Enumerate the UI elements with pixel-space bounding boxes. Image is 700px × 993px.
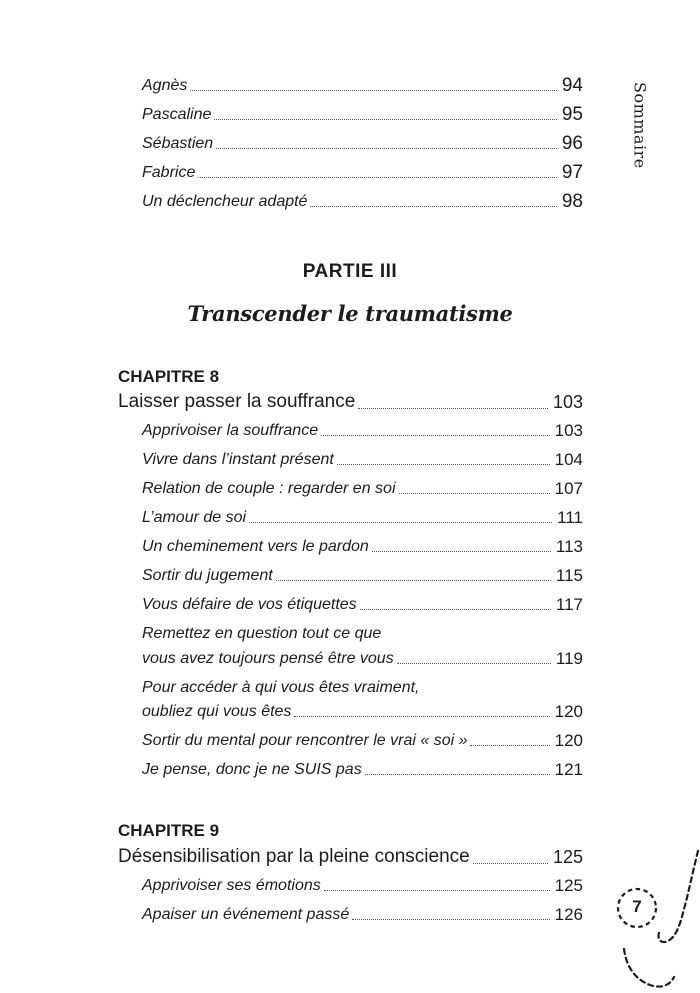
toc-entry-page: 98 (561, 191, 583, 212)
toc-entry-title: Agnès (142, 77, 188, 94)
toc-entry-title: Relation de couple : regarder en soi (142, 480, 396, 497)
dot-leader (216, 148, 557, 149)
toc-entry-page: 125 (554, 876, 583, 895)
toc-entry[interactable] (142, 76, 583, 96)
toc-entry-page: 115 (555, 566, 583, 585)
toc-entry-page: 120 (554, 702, 583, 721)
toc-entry-title: L’amour de soi (142, 509, 247, 526)
dot-leader (365, 774, 550, 775)
toc-entry-title: Un déclencheur adapté (142, 193, 308, 210)
toc-entry-title: Un cheminement vers le pardon (142, 538, 369, 555)
toc-entry-page: 111 (557, 508, 583, 527)
toc-entry[interactable] (142, 450, 583, 470)
toc-entry-page: 96 (561, 133, 583, 154)
toc-entry-title: vous avez toujours pensé être vous (142, 650, 394, 667)
dot-leader (352, 919, 549, 920)
part-label: PARTIE III (302, 261, 398, 282)
chapter-label: CHAPITRE 9 (118, 821, 220, 840)
dot-leader (276, 580, 551, 581)
dot-leader (399, 493, 550, 494)
toc-entry-title: Sébastien (142, 135, 214, 152)
toc-entry[interactable] (142, 192, 583, 212)
toc-entry[interactable] (142, 702, 583, 722)
toc-entry-page: 126 (554, 905, 583, 924)
chapter-page: 125 (552, 847, 583, 867)
toc-entry[interactable] (142, 105, 583, 125)
toc-entry-title: oubliez qui vous êtes (142, 703, 292, 720)
dot-leader (249, 522, 552, 523)
toc-entry-title: Sortir du mental pour rencontrer le vrai « soi » (142, 732, 468, 749)
toc-entry-title: Je pense, donc je ne SUIS pas (142, 761, 362, 778)
chapter-label: CHAPITRE 8 (118, 367, 220, 386)
dot-leader (473, 863, 548, 864)
toc-entry[interactable] (142, 760, 583, 780)
toc-entry-page: 104 (554, 450, 583, 469)
dot-leader (372, 551, 551, 552)
toc-entry[interactable] (142, 905, 583, 925)
toc-entry-page: 119 (555, 649, 583, 668)
toc-entry[interactable] (142, 163, 583, 183)
toc-entry-title: Vous défaire de vos étiquettes (142, 596, 357, 613)
toc-entry-page: 95 (561, 104, 583, 125)
toc-entry-page: 117 (555, 595, 583, 614)
toc-entry[interactable] (142, 479, 583, 499)
toc-entry-title: Fabrice (142, 164, 196, 181)
toc-entry[interactable] (142, 876, 583, 896)
toc-entry-title: Apaiser un événement passé (142, 906, 350, 923)
toc-entry-title: Pascaline (142, 106, 212, 123)
chapter-entry[interactable] (118, 845, 583, 869)
dot-leader (358, 408, 548, 409)
dot-leader (321, 435, 550, 436)
dot-leader (470, 745, 549, 746)
toc-entry-title: Vivre dans l’instant présent (142, 451, 334, 468)
toc-entry[interactable] (142, 649, 583, 669)
chapter-entry[interactable] (118, 390, 583, 414)
toc-entry-page: 97 (561, 162, 583, 183)
chapter-title: Laisser passer la souffrance (118, 391, 356, 412)
dot-leader (294, 716, 549, 717)
part-title: Transcender le traumatisme (187, 301, 513, 326)
side-section-title: Sommaire (630, 82, 650, 169)
dot-leader (397, 663, 551, 664)
dot-leader (337, 464, 550, 465)
chapter-page: 103 (552, 392, 583, 412)
toc-entry-page: 121 (554, 760, 583, 779)
toc-entry[interactable] (142, 731, 583, 751)
chapter-title: Désensibilisation par la pleine conscience (118, 846, 470, 867)
dot-leader (214, 119, 556, 120)
toc-entry-title: Apprivoiser ses émotions (142, 877, 321, 894)
toc-entry-title: Sortir du jugement (142, 567, 273, 584)
dot-leader (324, 890, 550, 891)
toc-entry-title-line1: Pour accéder à qui vous êtes vraiment, (142, 679, 420, 696)
toc-entry-title-line1: Remettez en question tout ce que (142, 625, 382, 642)
toc-entry-page: 120 (554, 731, 583, 750)
toc-entry-title: Apprivoiser la souffrance (142, 422, 319, 439)
toc-entry-page: 107 (554, 479, 583, 498)
dot-leader (190, 90, 556, 91)
toc-entry[interactable] (142, 595, 583, 615)
toc-entry[interactable] (142, 421, 583, 441)
toc-entry-page: 94 (561, 75, 583, 96)
dot-leader (198, 177, 557, 178)
dot-leader (310, 206, 556, 207)
toc-entry[interactable] (142, 508, 583, 528)
dot-leader (360, 609, 551, 610)
page-number: 7 (632, 897, 642, 916)
toc-entry-page: 103 (554, 421, 583, 440)
toc-entry-page: 113 (555, 537, 583, 556)
toc-entry[interactable] (142, 537, 583, 557)
toc-entry[interactable] (142, 566, 583, 586)
toc-entry[interactable] (142, 134, 583, 154)
